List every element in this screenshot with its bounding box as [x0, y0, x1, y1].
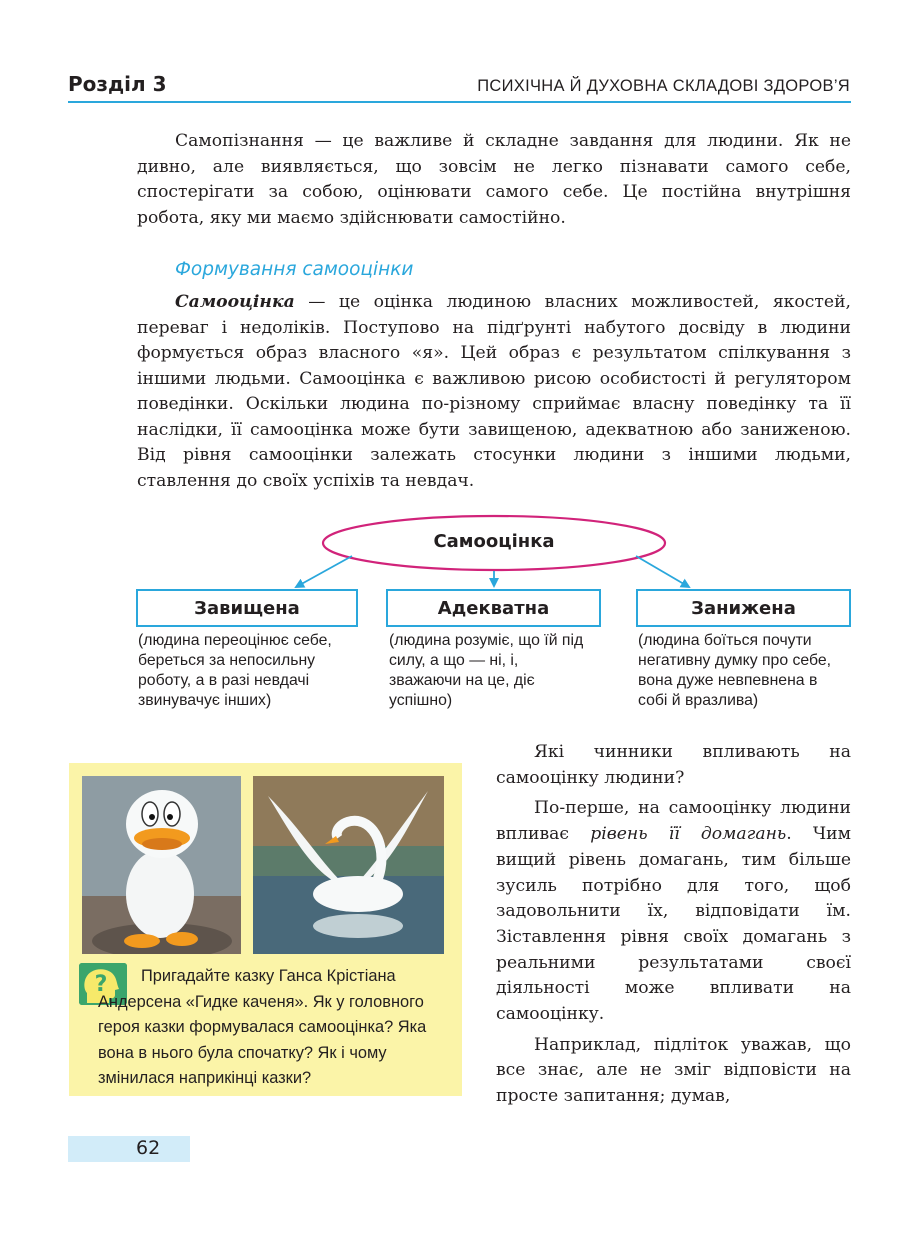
right-column — [496, 740, 851, 1110]
svg-text:?: ? — [94, 972, 108, 997]
branch-label-adequate: Адекватна — [437, 598, 550, 619]
swan-illustration — [253, 776, 444, 954]
right-paragraph-3: Наприклад, підліток уважав, що все знає, але не зміг відповісти на просте запитання; думав, — [496, 1034, 851, 1107]
intro-paragraph: Самопізнання — це важливе й складне завдання для людини. Як не дивно, але виявляється, що зовсім не легко пізнавати самого себе, спостерігати за собою, оцінювати самого себе. Це постійна внутрішня робота, яку ми маємо здійснювати самостійно. — [137, 131, 851, 228]
right-paragraph-1: Які чинники впливають на самооцінку людини? — [496, 742, 851, 788]
branch-label-low: Занижена — [691, 598, 796, 619]
branch-desc-inflated: (людина переоцінює себе, береться за непосильну роботу, а в разі невдачі звинувачує інших) — [138, 632, 332, 709]
right-paragraph-2 — [496, 796, 851, 1027]
duckling-illustration — [82, 776, 241, 954]
diagram-root-label: Самооцінка — [433, 531, 555, 552]
definition-text: — це оцінка людиною власних можливостей, якостей, переваг і недоліків. Поступово на підґрунті набутого досвіду в людини формується образ власного «я». Цей образ є результатом спілкування з іншими людьми. Самооцінка є важливою рисою особистості й регулятором поведінки. Оскільки людина по-різному сприймає власну поведінку та її наслідки, її самооцінка може бути завищеною, адекватною або заниженою. Від рівня самооцінки залежать стосунки людини з іншими людьми, ставлення до своїх успіхів та невдач. — [137, 292, 851, 491]
header-section-label: Розділ 3 — [68, 72, 167, 96]
arrow-to-inflated — [296, 556, 352, 587]
definition-term: Самооцінка — [175, 292, 295, 312]
right-paragraph-2-start: По-перше, на самооцінку людини впливає — [496, 798, 851, 845]
branch-desc-adequate: (людина розуміє, що їй під силу, а що — ні, і, зважаючи на це, діє успішно) — [389, 632, 584, 709]
header-chapter-title: ПСИХІЧНА Й ДУХОВНА СКЛАДОВІ ЗДОРОВ’Я — [477, 77, 850, 95]
page-number-bar — [68, 1136, 190, 1162]
page-number: 62 — [136, 1137, 161, 1159]
arrow-to-low — [636, 556, 689, 587]
right-paragraph-2-emphasis: рівень її домагань — [590, 824, 787, 845]
branch-label-inflated: Завищена — [194, 598, 300, 619]
section-title: Формування самооцінки — [175, 259, 414, 280]
question-text: Пригадайте казку Ганса Крістіана Андерсена «Гидке каченя». Як у головного героя казки формувалася самооцінка? Яка вона в нього була спочатку? Як і чому змінилася наприкінці казки? — [98, 967, 427, 1087]
right-paragraph-2-end: . Чим вищий рівень домагань, тим більше зусиль потрібно для того, щоб задовольнити їх, відповідати їм. Зіставлення рівня своїх домагань з реальними результатами своєї діяльності може впливати на самооцінку. — [496, 824, 851, 1025]
branch-desc-low: (людина боїться почути негативну думку про себе, вона дуже невпевнена в собі й вразлива) — [638, 632, 832, 709]
